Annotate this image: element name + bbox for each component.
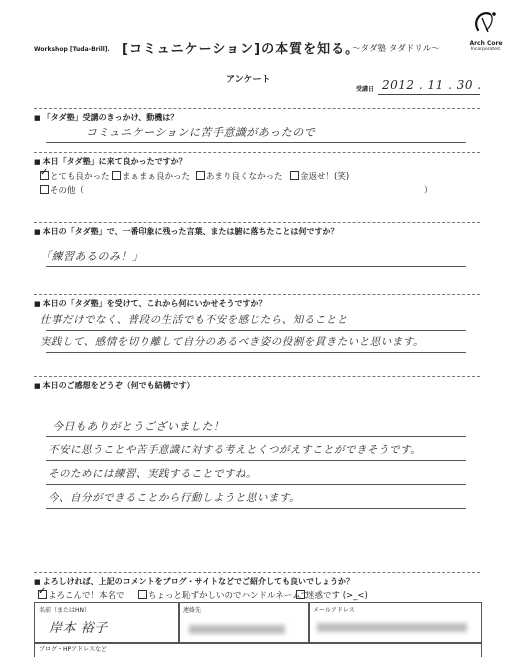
section-divider — [34, 376, 480, 377]
email-cell[interactable] — [308, 602, 482, 644]
checkbox-icon[interactable] — [296, 590, 305, 599]
checkbox-icon[interactable] — [196, 171, 205, 180]
page-title: [コミュニケーション]の本質を知る。 — [122, 42, 360, 57]
q1-question: ■ 「タダ塾」受講のきっかけ、動機は？ — [34, 112, 178, 123]
contact-cell[interactable] — [178, 602, 310, 644]
checkbox-icon[interactable] — [138, 590, 147, 599]
q3-question: ■ 本日の「タダ塾」で、一番印象に残った言葉、または腑に落ちたことは何ですか？ — [34, 226, 338, 237]
q5-rule — [46, 508, 466, 509]
checkbox-icon[interactable] — [40, 171, 49, 180]
q2-other-close: ） — [424, 186, 433, 196]
q2-option-very-good[interactable]: ✓とても良かった — [40, 170, 110, 182]
q2-option-fairly-good[interactable]: まぁまぁ良かった — [112, 170, 190, 182]
q6-question: ■ よろしければ、上記のコメントをブログ・サイトなどでご紹介しても良いでしょうか？ — [34, 576, 354, 587]
q5-question: ■ 本日のご感想をどうぞ（何でも結構です） — [34, 380, 195, 391]
brand-logo — [468, 8, 504, 50]
q5-answer-line-4: 今、自分ができることから行動しようと思います。 — [48, 492, 301, 504]
checkbox-icon[interactable] — [112, 171, 121, 180]
section-divider — [34, 294, 480, 295]
q5-rule — [46, 460, 466, 461]
q6-option-handle-name[interactable]: ちょっと恥ずかしいのでハンドルネームで — [138, 589, 309, 601]
checkbox-icon[interactable] — [290, 171, 299, 180]
q2-option-other[interactable]: その他（ — [40, 184, 84, 196]
q4-answer-line-1: 仕事だけでなく、普段の生活でも不安を感じたら、知ることと — [40, 314, 348, 326]
date-label: 受講日 — [356, 86, 375, 93]
email-label: メールアドレス — [313, 607, 355, 614]
q4-rule — [46, 352, 466, 353]
email-redacted — [317, 623, 467, 632]
section-divider — [34, 152, 480, 153]
contact-label: 連絡先 — [183, 607, 202, 614]
section-divider — [34, 222, 480, 223]
q5-rule — [46, 436, 466, 437]
section-divider — [34, 108, 480, 109]
date-underline — [378, 94, 480, 95]
q5-rule — [46, 484, 466, 485]
q2-question: ■ 本日「タダ塾」に来て良かったですか？ — [34, 156, 187, 167]
name-value: 岸本 裕子 — [49, 621, 108, 636]
q2-option-refund[interactable]: 金返せ！(笑) — [290, 170, 349, 182]
page-subtitle: ～タダ塾 タダドリル～ — [352, 44, 440, 54]
name-label: 名前（またはHN） — [39, 607, 91, 614]
checkbox-icon[interactable] — [38, 590, 47, 599]
q3-answer-line — [46, 266, 466, 267]
q4-answer-line-2: 実践して、感情を切り離して自分のあるべき姿の役割を貫きたいと思います。 — [40, 336, 424, 348]
brand-suffix: Incorporated. — [470, 47, 502, 52]
q5-answer-line-1: 今日もありがとうございました！ — [52, 420, 225, 433]
q4-question: ■ 本日の「タダ塾」を受けて、これから何にいかせそうですか？ — [34, 298, 266, 309]
checkbox-icon[interactable] — [40, 185, 49, 194]
q5-answer-line-2: 不安に思うことや苦手意識に対する考えとくつがえすことができそうです。 — [48, 444, 422, 456]
q6-option-decline[interactable]: 迷惑です (>_<) — [296, 589, 368, 601]
brand-logo-icon — [468, 8, 504, 36]
section-divider — [34, 572, 480, 573]
brand-name: Arch Core — [469, 40, 503, 47]
workshop-label: Workshop [Tuda-Brill]. — [34, 46, 110, 53]
q3-answer: 「練習あるのみ！」 — [40, 250, 144, 263]
q4-rule — [46, 330, 466, 331]
contact-redacted — [189, 625, 285, 634]
date-value: 2012 . 11 . 30 . — [382, 78, 482, 92]
q6-option-real-name[interactable]: ✓よろこんで！本名で — [38, 589, 125, 601]
q2-option-not-good[interactable]: あまり良くなかった — [196, 170, 283, 182]
blog-label: ブログ・HPアドレスなど — [39, 646, 107, 653]
q1-answer: コミュニケーションに苦手意識があったので — [86, 126, 316, 139]
form-title: アンケート — [226, 75, 271, 85]
name-cell[interactable] — [34, 602, 180, 644]
q1-answer-line — [46, 142, 466, 143]
q5-answer-line-3: そのためには練習、実践することですね。 — [48, 468, 257, 480]
